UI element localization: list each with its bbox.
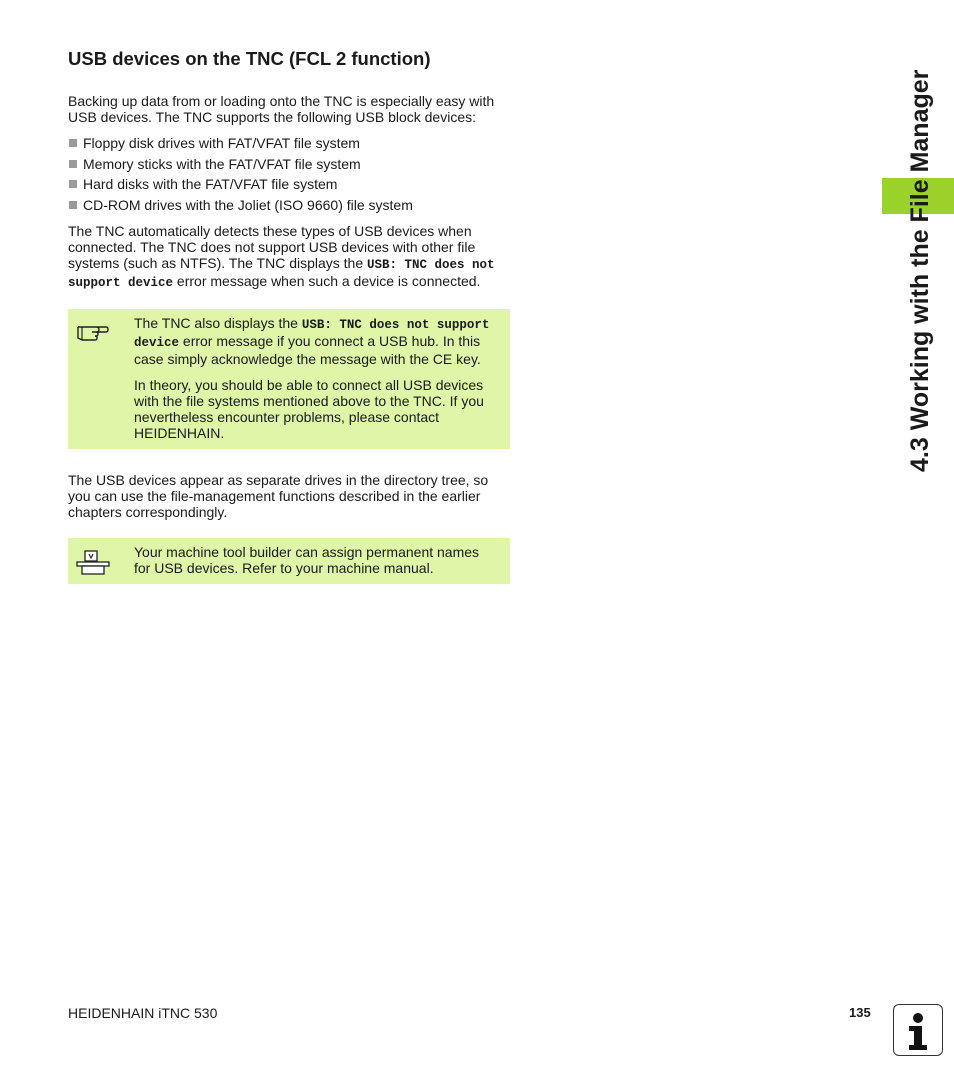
bullet-square-icon [69,201,77,209]
compatibility-note-text: In theory, you should be able to connect all USB devices with the file systems mentioned above to the TNC. If you nevertheless encounter problems, please contact HEIDENHAIN. [134,376,484,441]
list-item: CD-ROM drives with the Joliet (ISO 9660) file system [68,197,510,213]
machine-tool-icon [76,550,110,581]
machine-builder-note [68,538,510,584]
usb-hub-note-text: The TNC also displays the USB: TNC does not support device error message if you connect a USB hub. In this case simply acknowledge the message with the CE key. [134,314,490,367]
list-item: Hard disks with the FAT/VFAT file system [68,176,510,192]
intro-paragraph: Backing up data from or loading onto the TNC is especially easy with USB devices. The TNC supports the following USB block devices: [68,93,495,125]
error-message-code: USB: TNC does not support device [134,317,490,350]
pointing-hand-icon [76,319,110,348]
list-item: Memory sticks with the FAT/VFAT file system [68,156,510,172]
usb-hub-note [68,309,510,449]
bullet-square-icon [69,180,77,188]
usb-device-list [68,135,510,213]
footer-product: HEIDENHAIN iTNC 530 [68,1005,218,1021]
error-message-code: USB: TNC does not support device [68,257,495,290]
info-icon[interactable] [893,1004,943,1056]
bullet-square-icon [69,160,77,168]
bullet-square-icon [69,139,77,147]
list-item: Floppy disk drives with FAT/VFAT file system [68,135,510,151]
detection-paragraph: The TNC automatically detects these types of USB devices when connected. The TNC does not support USB devices with other file systems (such as NTFS). The TNC displays the USB: TNC does not support device error message when such a device is connected. [68,222,495,290]
drives-paragraph: The USB devices appear as separate drives in the directory tree, so you can use the file-management functions described in the earlier chapters correspondingly. [68,471,489,520]
section-heading: USB devices on the TNC (FCL 2 function) [68,48,431,69]
page-number: 135 [849,1005,871,1020]
chapter-title-vertical: 4.3 Working with the File Manager [906,69,934,472]
main-content [68,48,510,607]
machine-builder-note-text: Your machine tool builder can assign permanent names for USB devices. Refer to your machine manual. [134,543,480,576]
